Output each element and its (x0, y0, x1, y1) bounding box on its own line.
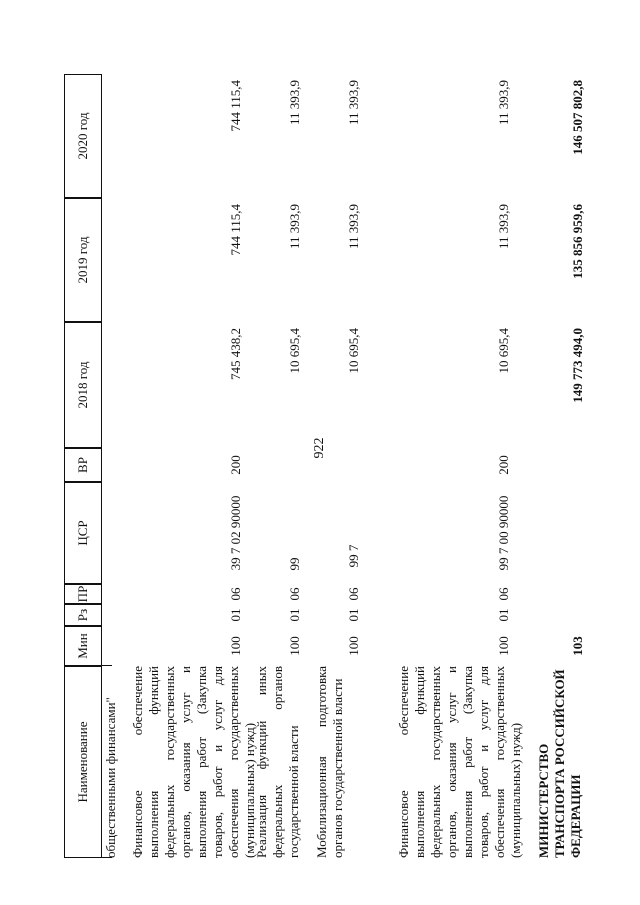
budget-table (0, 62, 640, 872)
row-1-csr: 39 7 02 90000 (228, 495, 243, 571)
row-1-vr: 200 (228, 455, 243, 475)
row-1-rz: 01 (228, 608, 243, 622)
row-1-pr: 06 (228, 587, 243, 601)
row-3-name: Мобилизационная подготовка органов государственной власти (314, 666, 345, 858)
row-5-name: МИНИСТЕРСТВО ТРАНСПОРТА РОССИЙСКОЙ ФЕДЕРАЦИИ (536, 669, 583, 858)
row-2-2019: 11 393,9 (287, 204, 302, 250)
row-2-2020: 11 393,9 (287, 80, 302, 126)
row-3-2019: 11 393,9 (346, 204, 361, 250)
header-csr: ЦСР (64, 482, 102, 584)
header-2018: 2018 год (64, 322, 102, 448)
header-2019: 2019 год (64, 198, 102, 322)
row-3-pr: 06 (346, 587, 361, 601)
row-4-pr: 06 (496, 587, 511, 601)
row-3-csr: 99 7 (346, 544, 361, 568)
row-4-min: 100 (496, 636, 511, 656)
row-1-min: 100 (228, 636, 243, 656)
header-vr: ВР (64, 448, 102, 482)
row-2-csr: 99 (287, 557, 302, 571)
row-2-min: 100 (287, 636, 302, 656)
header-pr: ПР (64, 584, 102, 604)
row-4-2018: 10 695,4 (496, 328, 511, 374)
continuation-text: общественными финансами" (103, 697, 118, 858)
row-1-2020: 744 115,4 (228, 80, 243, 132)
row-4-csr: 99 7 00 90000 (496, 495, 511, 571)
row-2-2018: 10 695,4 (287, 328, 302, 374)
row-4-2019: 11 393,9 (496, 204, 511, 250)
row-2-rz: 01 (287, 608, 302, 622)
row-3-rz: 01 (346, 608, 361, 622)
row-2-name: Реализация функций иных федеральных органов государственной власти (254, 666, 301, 858)
header-name: Наименование (64, 666, 102, 858)
row-3-2018: 10 695,4 (346, 328, 361, 374)
header-rz: Рз (64, 604, 102, 626)
row-4-name: Финансовое обеспечение выполнения функций федеральных государственных органов, оказания услуг и выполнения работ (Закупка товаров, работ и услуг для обеспечения государственных (муниципальных) нужд) (396, 666, 523, 858)
row-5-min: 103 (570, 636, 585, 656)
row-4-rz: 01 (496, 608, 511, 622)
row-1-name: Финансовое обеспечение выполнения функций федеральных государственных органов, оказания услуг и выполнения работ (Закупка товаров, работ и услуг для обеспечения государственных (муниципальных) нужд) (130, 666, 257, 858)
header-2020: 2020 год (64, 74, 102, 198)
row-1-2019: 744 115,4 (228, 204, 243, 256)
row-3-min: 100 (346, 636, 361, 656)
row-4-vr: 200 (496, 455, 511, 475)
row-4-2020: 11 393,9 (496, 80, 511, 126)
row-1-2018: 745 438,2 (228, 328, 243, 380)
row-2-pr: 06 (287, 587, 302, 601)
row-5-2019: 135 856 959,6 (570, 204, 585, 279)
row-5-2020: 146 507 802,8 (570, 80, 585, 155)
row-5-2018: 149 773 494,0 (570, 328, 585, 403)
page-number: 922 (312, 437, 327, 459)
header-min: Мин (64, 626, 102, 666)
row-3-2020: 11 393,9 (346, 80, 361, 126)
